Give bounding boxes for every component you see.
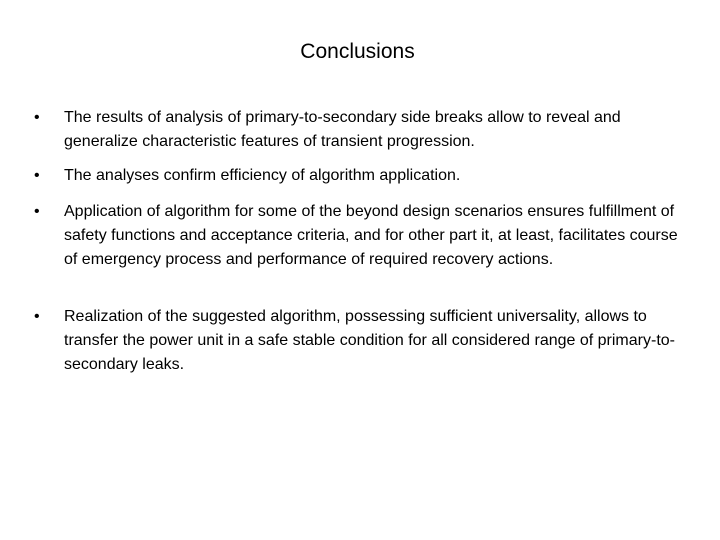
bullet-text: The analyses confirm efficiency of algorithm application. [64,167,461,184]
bullet-icon: • [34,167,40,184]
bullet-icon: • [34,109,40,126]
bullet-text: The results of analysis of primary-to-secondary side breaks allow to reveal and generalize characteristic features of transient progression. [64,109,621,150]
slide-title: Conclusions [300,40,415,63]
bullet-text: Realization of the suggested algorithm, possessing sufficient universality, allows to transfer the power unit in a safe stable condition for all considered range of primary-to-secondary leaks. [64,308,675,373]
bullet-text: Application of algorithm for some of the beyond design scenarios ensures fulfillment of safety functions and acceptance criteria, and for other part it, at least, facilitates course of emergency process and performance of required recovery actions. [64,203,678,268]
bullet-icon: • [34,308,40,325]
bullet-item [32,305,682,377]
bullet-item [32,164,682,188]
bullet-item [32,106,682,154]
bullet-icon: • [34,203,40,220]
bullet-item [32,200,682,272]
